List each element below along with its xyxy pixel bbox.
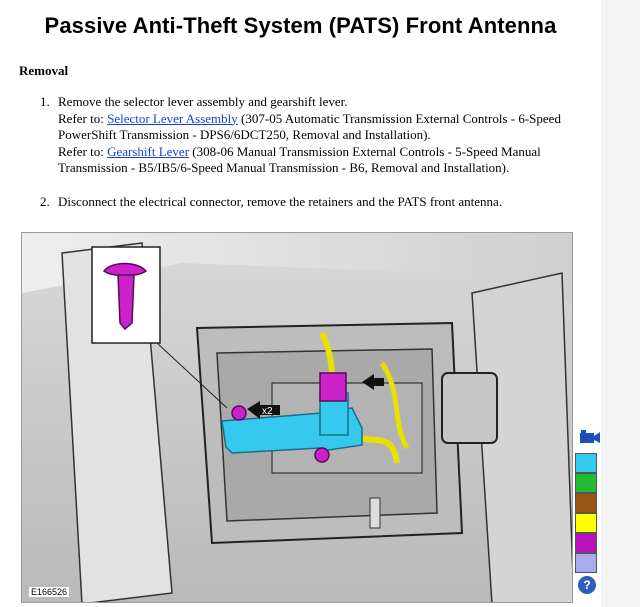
figure-id: E166526 xyxy=(31,587,68,597)
step-1 xyxy=(40,94,590,177)
page-title: Passive Anti-Theft System (PATS) Front Antenna xyxy=(44,13,557,38)
step-number: 2. xyxy=(40,193,50,209)
legend-swatch-green xyxy=(575,473,597,493)
gearshift-lever-link[interactable]: Gearshift Lever xyxy=(107,143,190,159)
steps-list xyxy=(40,94,590,211)
retainer xyxy=(315,448,329,462)
legend-swatch-brown xyxy=(575,493,597,513)
procedure-illustration xyxy=(21,232,573,603)
camera-icon[interactable] xyxy=(579,430,601,444)
retainer-count-callout: x2 xyxy=(262,406,273,417)
legend-swatch-cyan xyxy=(575,453,597,473)
step-text: Remove the selector lever assembly and gearshift lever. xyxy=(58,94,348,109)
help-icon[interactable]: ? xyxy=(578,576,596,594)
selector-lever-assembly-link[interactable]: Selector Lever Assembly xyxy=(107,110,238,126)
legend-swatch-yellow xyxy=(575,513,597,533)
refer-detail: (307-05 Automatic Transmission External Controls - 6-Speed PowerShift Transmission - DPS6/6DCT250, Removal and Installation). xyxy=(58,110,561,143)
refer-detail: (308-06 Manual Transmission External Controls - 5-Speed Manual Transmission - B5/IB5/6-Speed Manual Transmission - B6, Removal and Installation). xyxy=(58,143,541,176)
refer-line xyxy=(58,144,590,177)
post xyxy=(370,498,380,528)
color-legend xyxy=(575,430,603,594)
refer-prefix: Refer to: xyxy=(58,143,108,159)
antenna-diagram xyxy=(22,233,573,603)
step-2 xyxy=(40,194,590,211)
legend-swatch-lavender xyxy=(575,553,597,573)
refer-line xyxy=(58,111,590,144)
electrical-connector xyxy=(320,373,346,401)
right-bracket xyxy=(442,373,497,443)
step-number: 1. xyxy=(40,94,50,109)
page-margin xyxy=(601,0,640,607)
legend-swatch-magenta xyxy=(575,533,597,553)
section-heading: Removal xyxy=(19,63,69,78)
step-text: Disconnect the electrical connector, remove the retainers and the PATS front antenna. xyxy=(58,193,503,209)
refer-prefix: Refer to: xyxy=(58,110,108,126)
retainer xyxy=(232,406,246,420)
